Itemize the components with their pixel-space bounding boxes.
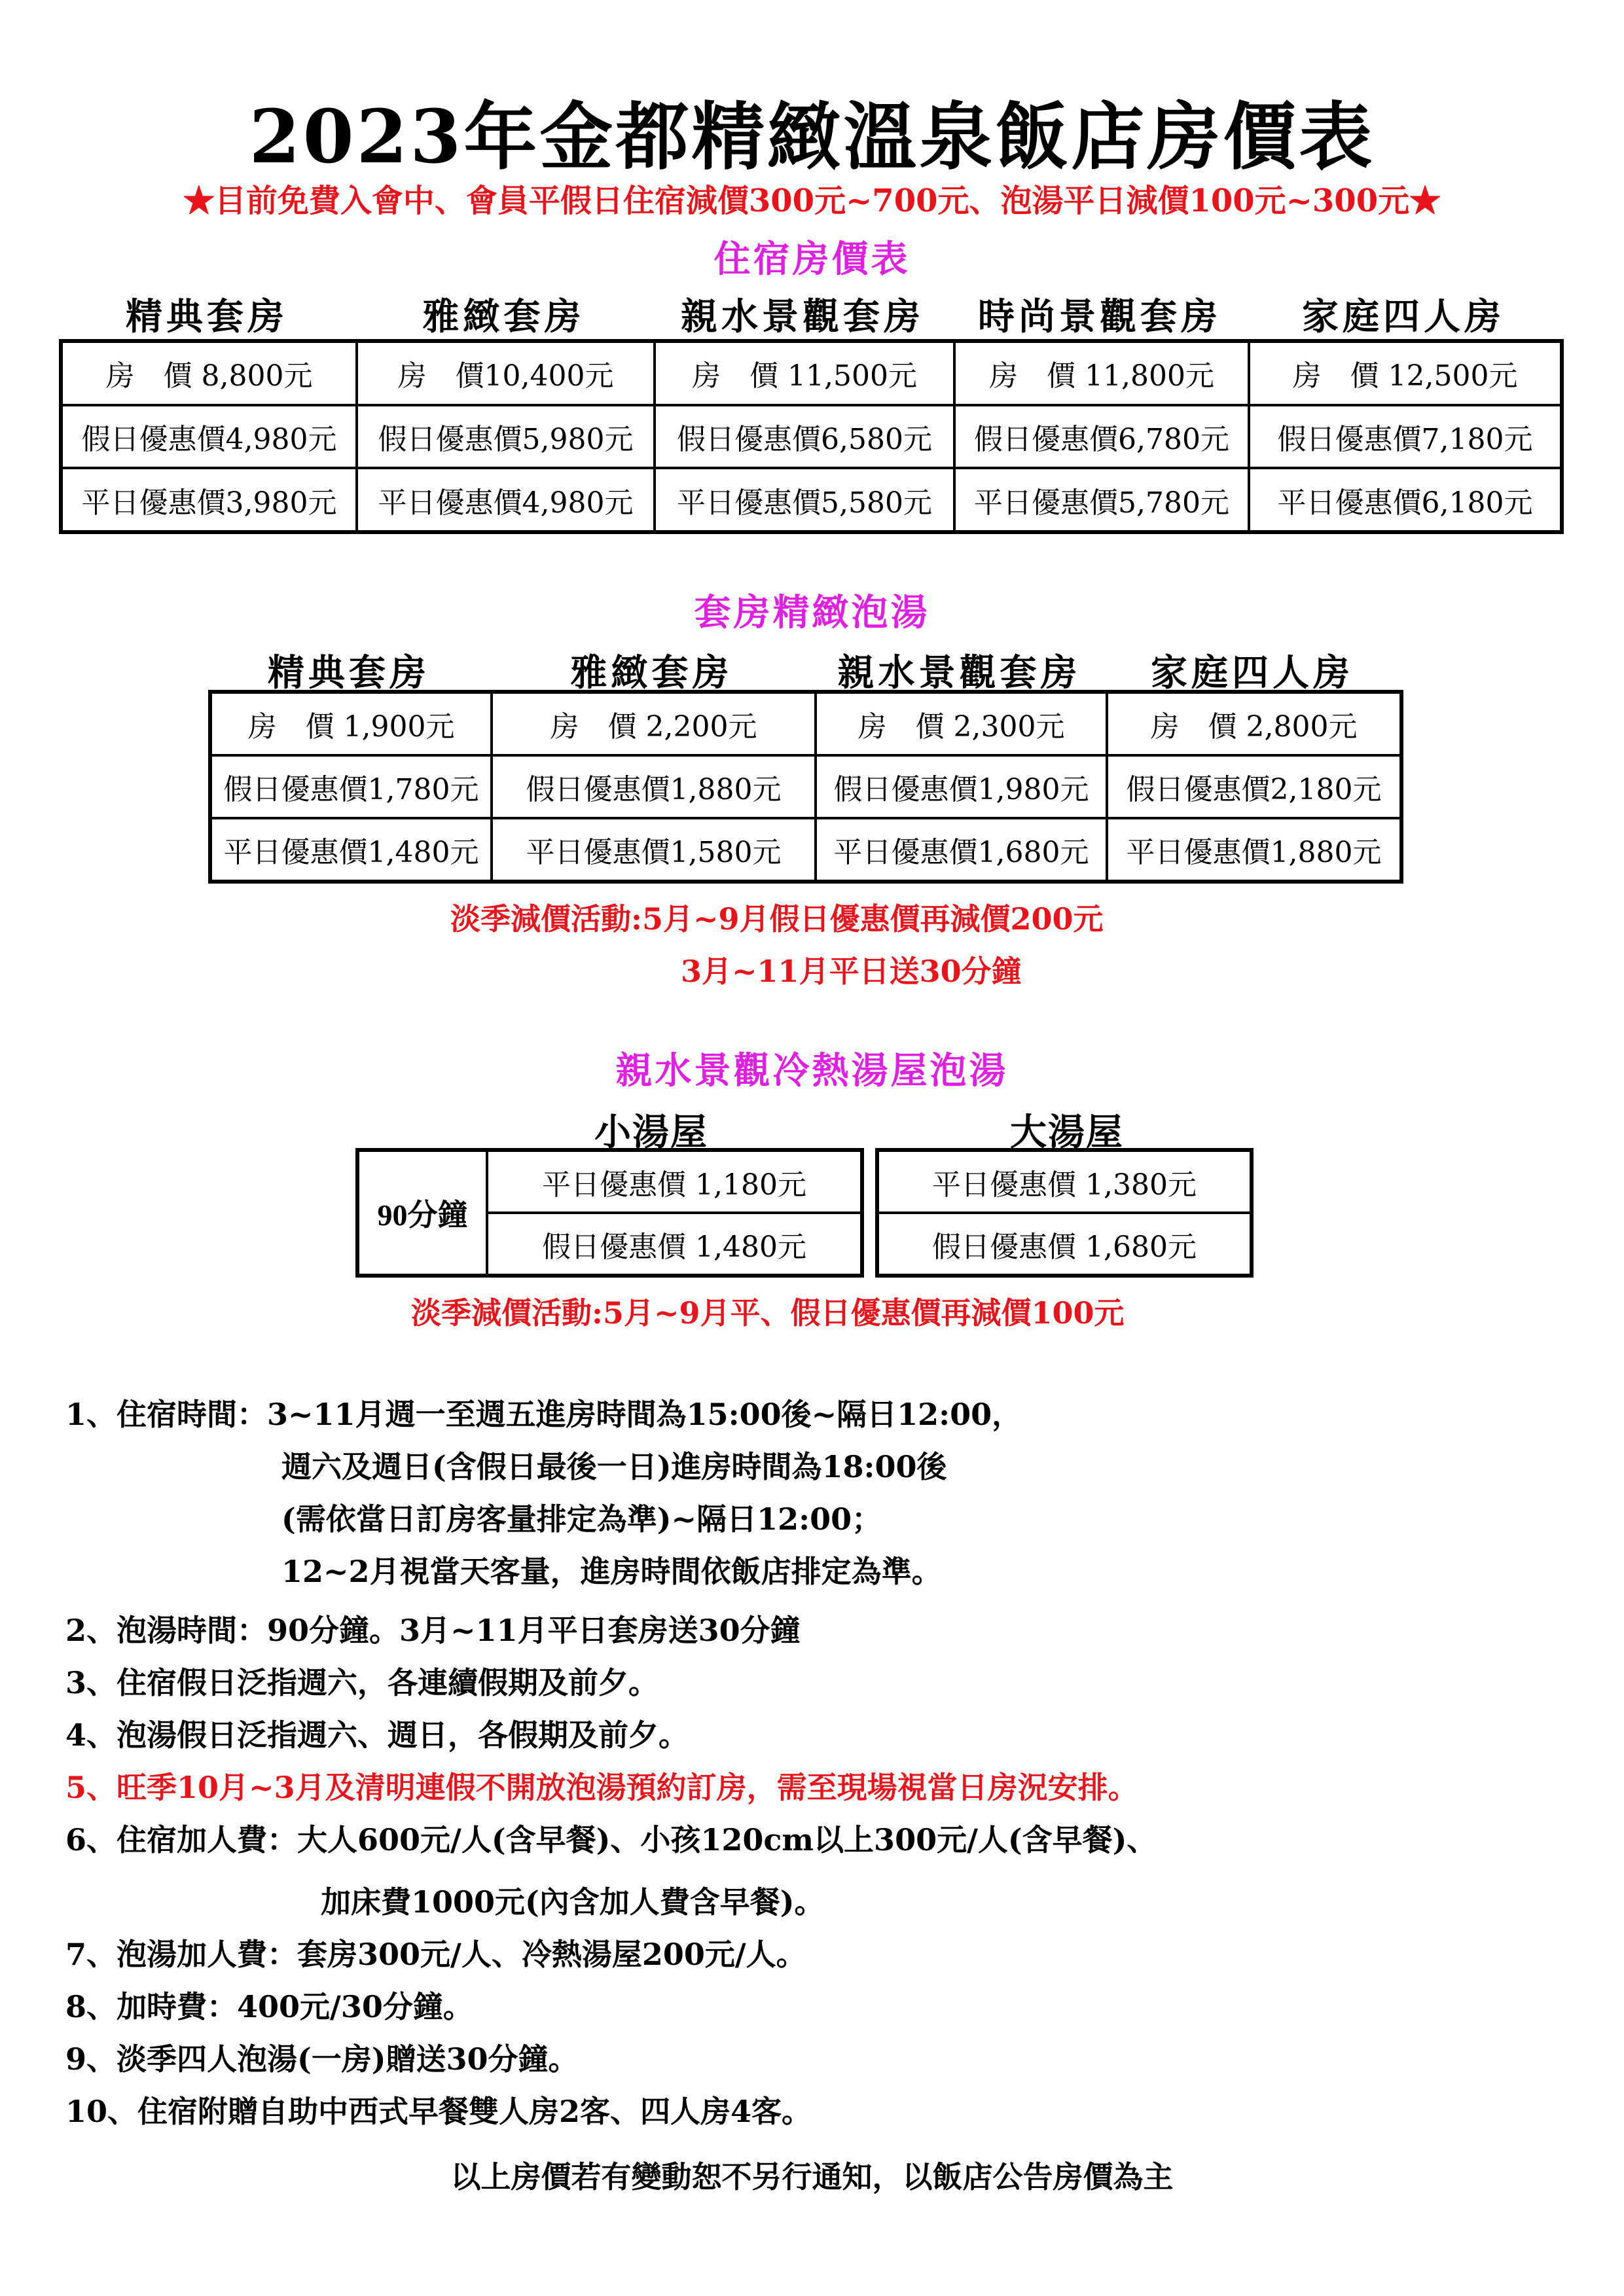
suite-spa-holiday-cell: 假日優惠價1,980元 xyxy=(816,755,1107,818)
note-1-line-2: 週六及週日(含假日最後一日)進房時間為18:00後 xyxy=(281,1449,947,1484)
lodging-section-title: 住宿房價表 xyxy=(713,238,911,281)
note-10: 10、住宿附贈自助中西式早餐雙人房2客、四人房4客。 xyxy=(65,2094,812,2129)
lodging-weekday-cell: 平日優惠價4,980元 xyxy=(357,468,655,532)
suite-spa-price-table xyxy=(208,690,1403,884)
lodging-holiday-cell: 假日優惠價7,180元 xyxy=(1249,405,1562,468)
small-spa-room-title: 小湯屋 xyxy=(594,1111,708,1154)
lodging-rate-cell: 房 價10,400元 xyxy=(357,341,655,405)
note-1-line-4: 12~2月視當天客量，進房時間依飯店排定為準。 xyxy=(281,1554,942,1589)
large-spa-room-title: 大湯屋 xyxy=(1010,1111,1124,1154)
lodging-weekday-cell: 平日優惠價6,180元 xyxy=(1249,468,1562,532)
large-spa-weekday-cell: 平日優惠價 1,380元 xyxy=(879,1152,1250,1214)
suite-spa-rate-cell: 房 價 2,800元 xyxy=(1107,692,1401,755)
promo-banner: ★目前免費入會中、會員平假日住宿減價300元~700元、泡湯平日減價100元~300元★ xyxy=(183,183,1441,219)
suite-spa-holiday-cell: 假日優惠價1,780元 xyxy=(210,755,492,818)
suite-spa-weekday-cell: 平日優惠價1,880元 xyxy=(1107,818,1401,882)
lodging-rate-cell: 房 價 8,800元 xyxy=(61,341,357,405)
small-spa-room-table xyxy=(355,1148,864,1278)
suite-spa-holiday-cell: 假日優惠價2,180元 xyxy=(1107,755,1401,818)
lodging-col-4: 時尚景觀套房 xyxy=(978,295,1221,338)
note-6-line-2: 加床費1000元(內含加人費含早餐)。 xyxy=(321,1884,825,1920)
hot-cold-section-title: 親水景觀冷熱湯屋泡湯 xyxy=(615,1049,1009,1092)
note-5: 5、旺季10月~3月及清明連假不開放泡湯預約訂房，需至現場視當日房況安排。 xyxy=(65,1770,1138,1805)
suite-spa-col-4: 家庭四人房 xyxy=(1151,651,1354,694)
lodging-rate-cell: 房 價 11,800元 xyxy=(954,341,1249,405)
lodging-rate-cell: 房 價 11,500元 xyxy=(655,341,954,405)
lodging-weekday-cell: 平日優惠價3,980元 xyxy=(61,468,357,532)
suite-spa-rate-cell: 房 價 2,300元 xyxy=(816,692,1107,755)
note-4: 4、泡湯假日泛指週六、週日，各假期及前夕。 xyxy=(65,1717,689,1753)
lodging-rate-cell: 房 價 12,500元 xyxy=(1249,341,1562,405)
suite-spa-weekday-cell: 平日優惠價1,580元 xyxy=(492,818,816,882)
lodging-weekday-cell: 平日優惠價5,780元 xyxy=(954,468,1249,532)
lodging-col-1: 精典套房 xyxy=(126,295,288,338)
footer-notice: 以上房價若有變動恕不另行通知，以飯店公告房價為主 xyxy=(450,2159,1174,2195)
lodging-holiday-cell: 假日優惠價4,980元 xyxy=(61,405,357,468)
note-9: 9、淡季四人泡湯(一房)贈送30分鐘。 xyxy=(65,2041,579,2077)
note-7: 7、泡湯加人費：套房300元/人、冷熱湯屋200元/人。 xyxy=(65,1937,806,1972)
large-spa-room-table xyxy=(875,1148,1254,1278)
lodging-holiday-cell: 假日優惠價5,980元 xyxy=(357,405,655,468)
suite-spa-rate-cell: 房 價 2,200元 xyxy=(492,692,816,755)
large-spa-holiday-cell: 假日優惠價 1,680元 xyxy=(932,1230,1197,1264)
lodging-holiday-cell: 假日優惠價6,580元 xyxy=(655,405,954,468)
lodging-holiday-cell: 假日優惠價6,780元 xyxy=(954,405,1249,468)
small-spa-weekday-cell: 平日優惠價 1,180元 xyxy=(488,1152,860,1214)
suite-spa-weekday-bonus-note: 3月~11月平日送30分鐘 xyxy=(681,954,1022,989)
note-1-line-3: (需依當日訂房客量排定為準)~隔日12:00； xyxy=(281,1501,882,1537)
lodging-col-5: 家庭四人房 xyxy=(1302,295,1505,338)
suite-spa-col-3: 親水景觀套房 xyxy=(837,651,1081,694)
page-title: 2023年金都精緻溫泉飯店房價表 xyxy=(249,94,1375,180)
lodging-col-2: 雅緻套房 xyxy=(422,295,585,338)
note-3: 3、住宿假日泛指週六，各連續假期及前夕。 xyxy=(65,1665,659,1700)
suite-spa-col-1: 精典套房 xyxy=(268,651,430,694)
suite-spa-weekday-cell: 平日優惠價1,680元 xyxy=(816,818,1107,882)
suite-spa-col-2: 雅緻套房 xyxy=(570,651,733,694)
suite-spa-offseason-note: 淡季減價活動:5月~9月假日優惠價再減價200元 xyxy=(450,901,1104,937)
note-1: 1、住宿時間：3~11月週一至週五進房時間為15:00後~隔日12:00， xyxy=(65,1397,1022,1432)
suite-spa-section-title: 套房精緻泡湯 xyxy=(694,591,930,634)
small-spa-holiday-cell: 假日優惠價 1,480元 xyxy=(542,1230,806,1264)
lodging-col-3: 親水景觀套房 xyxy=(681,295,924,338)
suite-spa-rate-cell: 房 價 1,900元 xyxy=(210,692,492,755)
note-2: 2、泡湯時間：90分鐘。3月~11月平日套房送30分鐘 xyxy=(65,1613,801,1648)
duration-cell: 90分鐘 xyxy=(359,1152,488,1274)
note-6: 6、住宿加人費：大人600元/人(含早餐)、小孩120cm以上300元/人(含早餐)、 xyxy=(65,1822,1157,1857)
hot-cold-offseason-note: 淡季減價活動:5月~9月平、假日優惠價再減價100元 xyxy=(411,1295,1125,1331)
suite-spa-holiday-cell: 假日優惠價1,880元 xyxy=(492,755,816,818)
suite-spa-weekday-cell: 平日優惠價1,480元 xyxy=(210,818,492,882)
lodging-price-table xyxy=(59,339,1564,534)
lodging-weekday-cell: 平日優惠價5,580元 xyxy=(655,468,954,532)
note-8: 8、加時費：400元/30分鐘。 xyxy=(65,1989,473,2024)
